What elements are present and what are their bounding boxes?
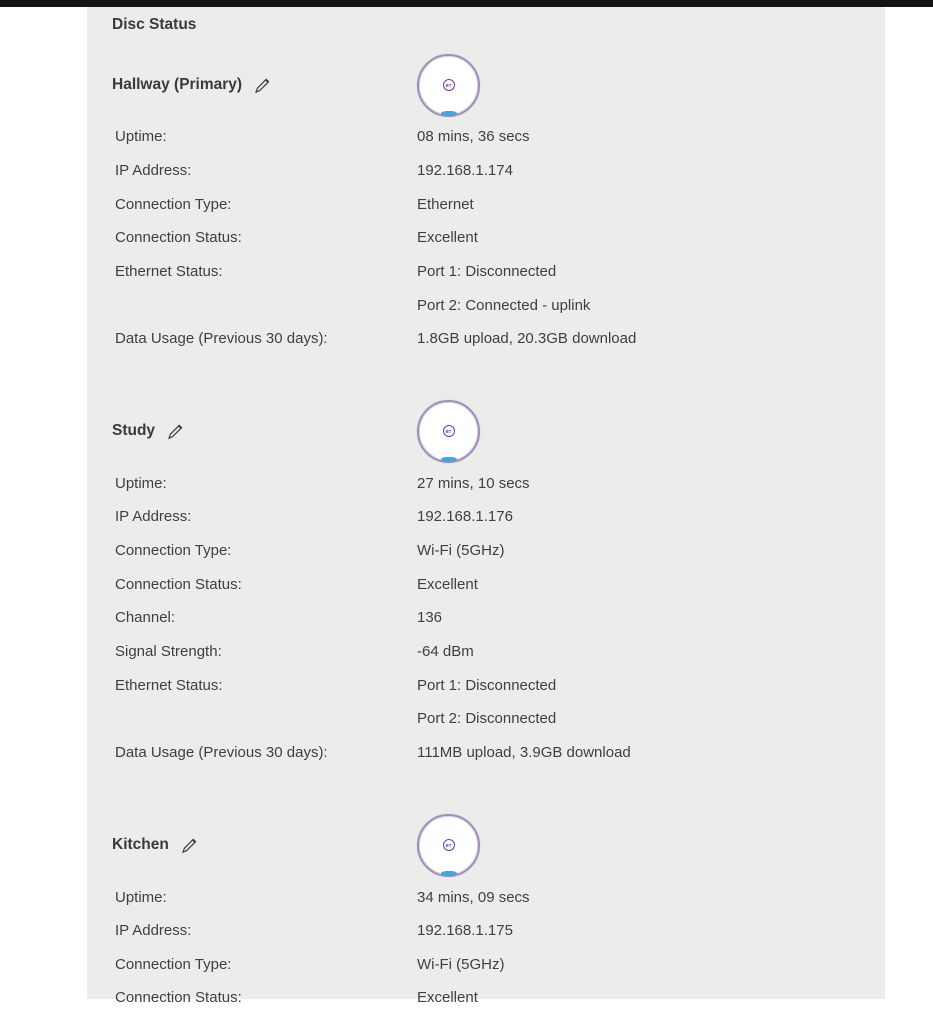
row-label: IP Address: <box>115 161 192 179</box>
row-value: 08 mins, 36 secs <box>417 128 530 146</box>
status-row <box>112 500 885 534</box>
row-label: Connection Type: <box>115 955 232 973</box>
status-row <box>112 221 885 255</box>
row-value: 192.168.1.175 <box>417 922 513 940</box>
row-value: 27 mins, 10 secs <box>417 474 530 492</box>
row-value: Port 1: Disconnected <box>417 262 557 280</box>
row-value: 192.168.1.174 <box>417 161 513 179</box>
status-row <box>112 322 885 356</box>
row-value: -64 dBm <box>417 643 474 660</box>
row-value: Port 2: Disconnected <box>417 710 557 728</box>
disc-image <box>417 814 480 877</box>
row-label: Ethernet Status: <box>115 262 223 280</box>
disc-image <box>417 54 480 117</box>
row-label: Channel: <box>115 609 176 627</box>
row-label: Data Usage (Previous 30 days): <box>115 330 328 348</box>
status-row <box>112 288 885 322</box>
row-label: Data Usage (Previous 30 days): <box>115 743 328 761</box>
disc-name: Study <box>112 422 156 440</box>
status-row <box>112 635 885 669</box>
row-label: IP Address: <box>115 922 192 940</box>
row-label: Signal Strength: <box>115 643 222 660</box>
disc-sections <box>112 53 885 1015</box>
status-row <box>112 187 885 221</box>
row-value: Port 2: Connected - uplink <box>417 296 591 314</box>
top-bar <box>0 0 933 7</box>
row-label: Connection Status: <box>115 229 242 247</box>
disc-status-panel <box>87 7 885 1007</box>
disc-name: Hallway (Primary) <box>112 76 243 93</box>
row-value: 136 <box>417 609 443 627</box>
disc-image <box>417 400 480 463</box>
edit-disc-name-button[interactable] <box>166 422 185 441</box>
status-led-icon <box>441 457 457 462</box>
row-value: Wi-Fi (5GHz) <box>417 542 505 560</box>
row-value: Excellent <box>417 989 478 1007</box>
status-row <box>112 255 885 289</box>
pencil-edit-icon <box>253 76 272 95</box>
disc-section-header <box>112 399 885 463</box>
status-row <box>112 668 885 702</box>
disc-rows <box>112 466 885 769</box>
disc-section-header <box>112 53 885 117</box>
row-value: 192.168.1.176 <box>417 508 513 526</box>
disc-section-header <box>112 813 885 877</box>
row-value: Port 1: Disconnected <box>417 676 557 694</box>
status-row <box>112 948 885 982</box>
page-title: Disc Status <box>112 16 197 33</box>
row-label: Connection Type: <box>115 195 232 213</box>
disc-rows <box>112 120 885 355</box>
row-label: Connection Type: <box>115 542 232 560</box>
row-label: Uptime: <box>115 474 167 492</box>
disc-section <box>112 813 885 1015</box>
status-row <box>112 120 885 154</box>
status-led-icon <box>441 871 457 876</box>
pencil-edit-icon <box>166 422 185 441</box>
bt-logo-icon: BT <box>443 79 455 91</box>
status-row <box>112 534 885 568</box>
status-row <box>112 914 885 948</box>
edit-disc-name-button[interactable] <box>253 76 272 95</box>
row-value: Excellent <box>417 229 478 247</box>
row-value: 34 mins, 09 secs <box>417 888 530 906</box>
bt-logo-icon: BT <box>443 839 455 851</box>
row-value: 1.8GB upload, 20.3GB download <box>417 330 637 348</box>
edit-disc-name-button[interactable] <box>180 836 199 855</box>
row-value: 111MB upload, 3.9GB download <box>417 743 631 761</box>
status-row <box>112 702 885 736</box>
row-label: Uptime: <box>115 888 167 906</box>
pencil-edit-icon <box>180 836 199 855</box>
row-label: IP Address: <box>115 508 192 526</box>
status-row <box>112 736 885 770</box>
disc-section <box>112 399 885 769</box>
status-row <box>112 567 885 601</box>
disc-section <box>112 53 885 355</box>
row-label: Connection Status: <box>115 989 242 1007</box>
row-value: Excellent <box>417 575 478 593</box>
status-row <box>112 466 885 500</box>
row-label: Uptime: <box>115 128 167 146</box>
row-label: Ethernet Status: <box>115 676 223 694</box>
row-value: Wi-Fi (5GHz) <box>417 955 505 973</box>
status-row <box>112 601 885 635</box>
disc-name: Kitchen <box>112 836 169 854</box>
row-value: Ethernet <box>417 195 474 213</box>
status-row <box>112 880 885 914</box>
status-led-icon <box>441 111 457 116</box>
disc-rows <box>112 880 885 1015</box>
bt-logo-icon: BT <box>443 425 455 437</box>
row-label: Connection Status: <box>115 575 242 593</box>
status-row <box>112 154 885 188</box>
status-row <box>112 981 885 1015</box>
